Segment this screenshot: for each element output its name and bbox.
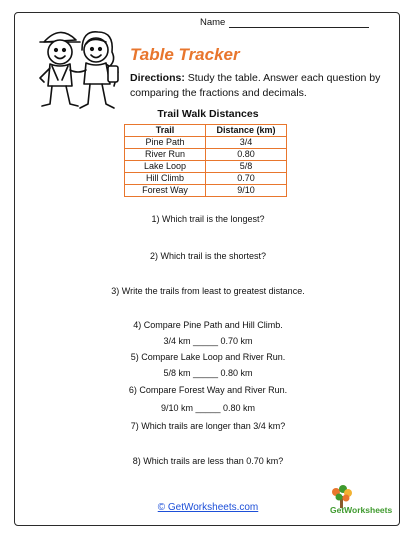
trail-name-cell: Lake Loop xyxy=(125,161,206,173)
trail-name-cell: Hill Climb xyxy=(125,173,206,185)
question-5-comparison: 5/8 km _____ 0.80 km xyxy=(163,368,253,378)
hiking-kids-illustration xyxy=(30,20,124,118)
question-4-comparison: 3/4 km _____ 0.70 km xyxy=(163,336,253,346)
table-row xyxy=(125,149,287,161)
question-3: 3) Write the trails from least to greatest distance. xyxy=(111,286,305,296)
table-title: Trail Walk Distances xyxy=(157,108,259,120)
trail-name-cell: River Run xyxy=(125,149,206,161)
directions xyxy=(130,71,390,101)
distance-cell: 9/10 xyxy=(206,185,287,197)
question-2: 2) Which trail is the shortest? xyxy=(149,251,267,261)
question-6: 6) Compare Forest Way and River Run. xyxy=(128,385,288,395)
logo-wordmark-get: Get xyxy=(330,505,345,515)
logo-wordmark-worksheets: Worksheets xyxy=(344,505,393,515)
question-1: 1) Which trail is the longest? xyxy=(151,214,265,224)
trail-name-cell: Pine Path xyxy=(125,137,206,149)
distance-cell: 5/8 xyxy=(206,161,287,173)
distance-cell: 0.80 xyxy=(206,149,287,161)
question-5: 5) Compare Lake Loop and River Run. xyxy=(130,352,286,362)
table-header-row xyxy=(125,125,287,137)
column-header-trail: Trail xyxy=(125,125,206,137)
question-7: 7) Which trails are longer than 3/4 km? xyxy=(130,421,286,431)
column-header-distance: Distance (km) xyxy=(206,125,287,137)
question-6-comparison: 9/10 km _____ 0.80 km xyxy=(160,403,256,413)
trail-distance-table xyxy=(124,124,287,197)
name-blank-line[interactable] xyxy=(229,18,369,28)
name-label: Name xyxy=(200,17,226,28)
tree-logo-icon xyxy=(318,484,392,522)
directions-label: Directions: xyxy=(130,72,185,84)
table-row xyxy=(125,137,287,149)
distance-cell: 0.70 xyxy=(206,173,287,185)
table-row xyxy=(125,173,287,185)
distance-cell: 3/4 xyxy=(206,137,287,149)
logo-wordmark xyxy=(330,505,392,515)
table-row xyxy=(125,185,287,197)
name-field xyxy=(200,17,369,28)
question-4: 4) Compare Pine Path and Hill Climb. xyxy=(133,320,283,330)
question-8: 8) Which trails are less than 0.70 km? xyxy=(132,456,284,466)
worksheet-title: Table Tracker xyxy=(130,45,240,64)
getworksheets-link[interactable]: © GetWorksheets.com xyxy=(157,502,259,513)
directions-text: Study the table. Answer each question by comparing the fractions and decimals. xyxy=(130,72,381,99)
trail-name-cell: Forest Way xyxy=(125,185,206,197)
table-row xyxy=(125,161,287,173)
